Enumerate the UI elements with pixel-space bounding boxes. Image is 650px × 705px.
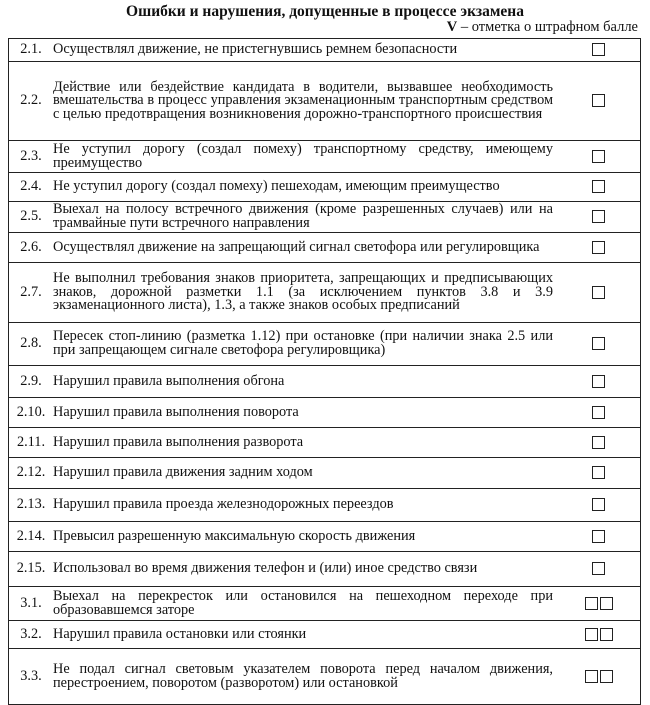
item-text: Нарушил правила выполнения разворота <box>53 428 557 458</box>
item-number: 2.12. <box>9 458 54 489</box>
penalty-mark-cell <box>557 263 641 323</box>
penalty-mark-cell <box>557 621 641 649</box>
penalty-mark-cell <box>557 522 641 552</box>
item-text: Нарушил правила остановки или стоянки <box>53 621 557 649</box>
checkbox[interactable] <box>592 150 605 163</box>
penalty-mark-cell <box>557 587 641 621</box>
checkbox[interactable] <box>585 670 598 683</box>
penalty-mark-cell <box>557 173 641 202</box>
table-row <box>9 173 641 202</box>
checkbox[interactable] <box>592 210 605 223</box>
item-number: 2.11. <box>9 428 54 458</box>
checkbox[interactable] <box>592 94 605 107</box>
table-row <box>9 323 641 366</box>
penalty-mark-cell <box>557 398 641 428</box>
checkbox[interactable] <box>592 286 605 299</box>
table-row <box>9 552 641 587</box>
table-row <box>9 621 641 649</box>
item-number: 2.15. <box>9 552 54 587</box>
item-text: Выехал на полосу встречного движения (кроме разрешенных случаев) или на трамвайные пути встречного направления <box>53 202 557 233</box>
item-text: Действие или бездействие кандидата в водители, вызвавшее необходимость вмешательства в процесс управления экзаменационным транспортным средством с целью предотвращения возникновения дорожно-транспортного происшествия <box>53 62 557 141</box>
table-row <box>9 649 641 705</box>
item-number: 2.13. <box>9 489 54 522</box>
checkbox[interactable] <box>592 43 605 56</box>
item-number: 2.6. <box>9 233 54 263</box>
violations-table <box>8 38 641 705</box>
table-row <box>9 39 641 62</box>
table-row <box>9 398 641 428</box>
legend-mark: V <box>446 19 458 35</box>
item-text: Нарушил правила проезда железнодорожных переездов <box>53 489 557 522</box>
checkbox[interactable] <box>592 436 605 449</box>
checkbox[interactable] <box>600 628 613 641</box>
item-number: 3.1. <box>9 587 54 621</box>
checkbox[interactable] <box>585 628 598 641</box>
checkbox[interactable] <box>592 530 605 543</box>
table-row <box>9 62 641 141</box>
table-row <box>9 202 641 233</box>
penalty-mark-cell <box>557 39 641 62</box>
item-text: Превысил разрешенную максимальную скорость движения <box>53 522 557 552</box>
penalty-mark-cell <box>557 428 641 458</box>
checkbox[interactable] <box>585 597 598 610</box>
penalty-mark-cell <box>557 141 641 173</box>
item-number: 2.8. <box>9 323 54 366</box>
table-row <box>9 428 641 458</box>
table-row <box>9 141 641 173</box>
checkbox[interactable] <box>592 562 605 575</box>
item-number: 2.1. <box>9 39 54 62</box>
item-text: Не уступил дорогу (создал помеху) пешеходам, имеющим преимущество <box>53 173 557 202</box>
item-number: 2.14. <box>9 522 54 552</box>
table-row <box>9 263 641 323</box>
item-number: 2.2. <box>9 62 54 141</box>
table-row <box>9 489 641 522</box>
item-text: Использовал во время движения телефон и (или) иное средство связи <box>53 552 557 587</box>
checkbox[interactable] <box>592 406 605 419</box>
item-text: Нарушил правила выполнения обгона <box>53 366 557 398</box>
item-text: Нарушил правила движения задним ходом <box>53 458 557 489</box>
penalty-mark-cell <box>557 366 641 398</box>
penalty-mark-cell <box>557 552 641 587</box>
table-row <box>9 366 641 398</box>
item-text: Выехал на перекресток или остановился на пешеходном переходе при образовавшемся заторе <box>53 587 557 621</box>
penalty-mark-cell <box>557 202 641 233</box>
item-text: Осуществлял движение на запрещающий сигнал светофора или регулировщика <box>53 233 557 263</box>
item-text: Не уступил дорогу (создал помеху) транспортному средству, имеющему преимущество <box>53 141 557 173</box>
item-text: Не выполнил требования знаков приоритета, запрещающих и предписывающих знаков, дорожной разметки 1.1 (за исключением пунктов 3.8 и 3.9 экзаменационного листа), 1.3, а также знаков особых предписаний <box>53 263 557 323</box>
item-number: 2.10. <box>9 398 54 428</box>
penalty-mark-cell <box>557 233 641 263</box>
item-text: Пересек стоп-линию (разметка 1.12) при остановке (при наличии знака 2.5 или при запрещающем сигнале светофора регулировщика) <box>53 323 557 366</box>
penalty-mark-cell <box>557 489 641 522</box>
checkbox[interactable] <box>592 180 605 193</box>
item-number: 3.2. <box>9 621 54 649</box>
penalty-mark-cell <box>557 62 641 141</box>
checkbox[interactable] <box>592 498 605 511</box>
checkbox[interactable] <box>592 375 605 388</box>
checkbox[interactable] <box>592 241 605 254</box>
legend-text: – отметка о штрафном балле <box>457 19 638 35</box>
penalty-mark-cell <box>557 323 641 366</box>
checkbox[interactable] <box>592 337 605 350</box>
table-row <box>9 522 641 552</box>
item-number: 3.3. <box>9 649 54 705</box>
page-title: Ошибки и нарушения, допущенные в процессе экзамена <box>126 3 524 20</box>
item-number: 2.3. <box>9 141 54 173</box>
item-number: 2.5. <box>9 202 54 233</box>
checkbox[interactable] <box>592 466 605 479</box>
item-number: 2.4. <box>9 173 54 202</box>
penalty-mark-cell <box>557 649 641 705</box>
item-text: Нарушил правила выполнения поворота <box>53 398 557 428</box>
checkbox[interactable] <box>600 597 613 610</box>
penalty-mark-cell <box>557 458 641 489</box>
checkbox[interactable] <box>600 670 613 683</box>
table-row <box>9 587 641 621</box>
table-row <box>9 458 641 489</box>
item-text: Не подал сигнал световым указателем поворота перед началом движения, перестроением, поворотом (разворотом) или остановкой <box>53 649 557 705</box>
item-text: Осуществлял движение, не пристегнувшись ремнем безопасности <box>53 39 557 62</box>
item-number: 2.7. <box>9 263 54 323</box>
table-row <box>9 233 641 263</box>
item-number: 2.9. <box>9 366 54 398</box>
legend <box>447 19 638 36</box>
